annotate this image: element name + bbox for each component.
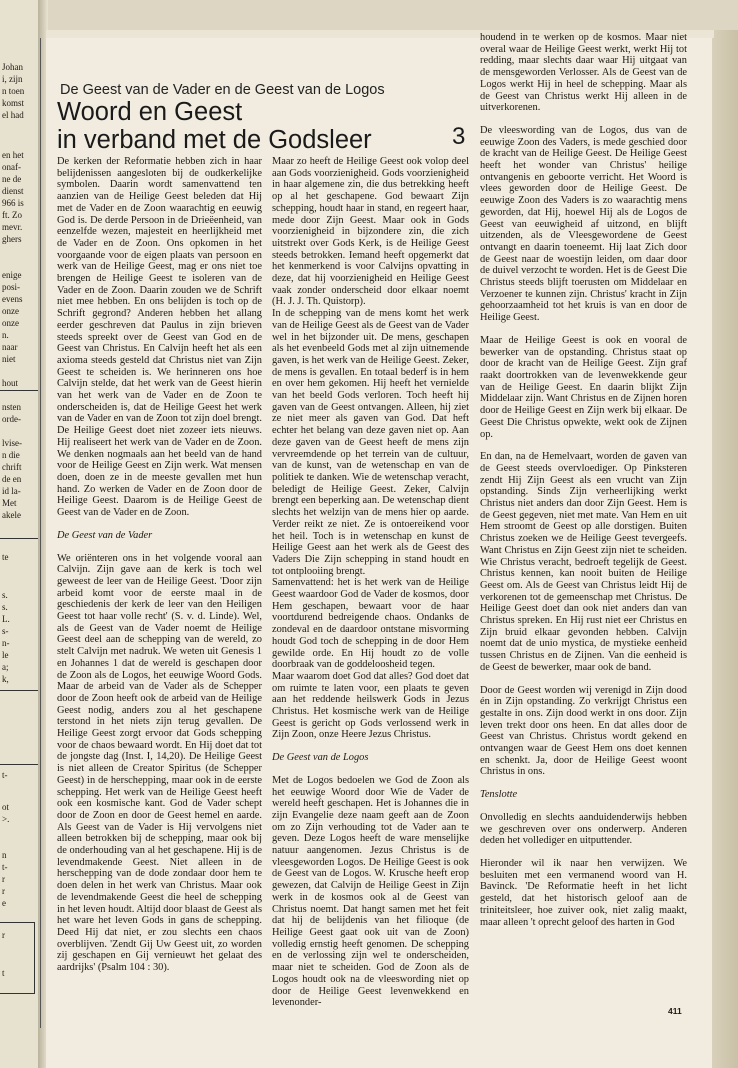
prev-page-box <box>0 922 35 994</box>
prev-page-fragment: ot <box>2 802 10 812</box>
prev-page-fragment: te <box>2 552 9 562</box>
column-divider <box>40 38 41 1028</box>
prev-page-fragment: onze <box>2 306 19 316</box>
prev-page-fragment: s. <box>2 602 8 612</box>
prev-page-fragment: r <box>2 930 5 940</box>
prev-page-fragment: t- <box>2 770 8 780</box>
prev-page-fragment: k, <box>2 674 9 684</box>
prev-page-fragment: t- <box>2 862 8 872</box>
prev-page-fragment: n. <box>2 330 9 340</box>
paragraph: Maar de Heilige Geest is ook en vooral de bewerker van de opstanding. Christus staat op door de kracht van de Heilige Geest. Zijn graf raakt doortrokken van de levenwekkende geur van de Heilige Geest. En daarin blijkt Zijn Middelaar zijn. Want Christus en de Zijnen horen door de Heilige Geest en Zijn werk bij elkaar. De Geest Die Christus opwekte, wekt ook de Zijnen op. <box>480 334 687 440</box>
prev-page-fragment: s- <box>2 626 9 636</box>
prev-page-fragment: dienst <box>2 186 24 196</box>
column-2 <box>272 156 469 1020</box>
prev-page-fragment: a; <box>2 662 9 672</box>
prev-page-fragment: s. <box>2 590 8 600</box>
paragraph: En dan, na de Hemelvaart, worden de gaven van de Geest steeds overvloediger. Op Pinksteren zendt Hij Zijn Geest als een vrucht van Zijn opstanding. Sinds Zijn verheerlijking werkt Christus niet anders dan door Zijn Geest. Hem is de Geest gegeven, niet met mate. Van Hem en uit Hem stroomt de Geest op alle dorstigen. Buiten Christus zoeken we de Heilige Geest tevergeefs. Want Christus en Zijn Geest zijn niet te scheiden. Wie Christus veracht, bedroeft tegelijk de Geest. Christus kennen, kan nooit buiten de Heilige Geest om. Als de Geest van Christus leidt Hij de verkorenen tot de gemeenschap met Christus. De Heilige Geest doet dan ook niet anders dan van Christus spreken. En Hij rust niet eer Christus en Zijn bruid elkaar gevonden hebben. Calvijn noemt dat de unio mystica, de mystieke eenheid tussen Christus en de Zijnen. Van die eenheid is de Geest de bewerker, maar ook de band. <box>480 451 687 673</box>
prev-page-fragment: n die <box>2 450 20 460</box>
prev-page-fragment: le <box>2 650 9 660</box>
section-heading-logos: De Geest van de Logos <box>272 752 369 764</box>
prev-page-fragment: n <box>2 850 7 860</box>
prev-page-fragment: ft. Zo <box>2 210 22 220</box>
paragraph: Maar zo heeft de Heilige Geest ook volop deel aan Gods voorzienigheid. Gods voorzienigheid in haar algemene zin, die dus betrekking heeft op al het geschapene. God bewaart Zijn schepping, houdt haar in stand, en regeert haar, mede door Zijn Geest. Maar ook in Gods voorzienigheid in bijzondere zin, die zich uitstrekt over Gods Kerk, is de Heilige Geest steeds betrokken. Iemand heeft opgemerkt dat het kenmerkend is voor Calvijns opvatting in deze, dat hij voorzienigheid en Heilige Geest vaak zonder onderscheid door elkaar noemt (H. J. J. Th. Quistorp). <box>272 156 469 308</box>
prev-page-fragment: i, zijn <box>2 74 23 84</box>
prev-page-rule <box>0 390 40 391</box>
section-heading-vader: De Geest van de Vader <box>57 529 153 541</box>
prev-page-fragment: hout <box>2 378 19 388</box>
prev-page-fragment: lvise- <box>2 438 22 448</box>
prev-page-fragment: chrift <box>2 462 22 472</box>
prev-page-rule <box>0 690 40 691</box>
part-number: 3 <box>452 123 466 150</box>
prev-page-fragment: en het <box>2 150 24 160</box>
prev-page-fragment: Met <box>2 498 17 508</box>
prev-page-fragment: ne de <box>2 174 22 184</box>
prev-page-fragment: mevr. <box>2 222 23 232</box>
prev-page-fragment: enige <box>2 270 22 280</box>
prev-page-fragment: de en <box>2 474 22 484</box>
paragraph: houdend in te werken op de kosmos. Maar niet overal waar de Heilige Geest werkt, werkt Hij tot redding, maar slechts daar waar Hij uitgaat van de mensgeworden Verlosser. Als de Geest van de Logos werkt Hij in heel de schepping. Maar als de Geest van Christus werkt Hij alleen in de uitverkorenen. <box>480 32 687 114</box>
prev-page-fragment: onaf- <box>2 162 21 172</box>
prev-page-fragment: id la- <box>2 486 21 496</box>
prev-page-rule <box>0 764 40 765</box>
title-line-2: in verband met de Godsleer <box>57 126 372 154</box>
prev-page-fragment: posi- <box>2 282 20 292</box>
article-kicker: De Geest van de Vader en de Geest van de Logos <box>60 82 385 98</box>
section-heading-tenslotte: Tenslotte <box>480 789 518 801</box>
prev-page-fragment: orde- <box>2 414 21 424</box>
prev-page-fragment: e <box>2 898 6 908</box>
paragraph: We oriënteren ons in het volgende vooral aan Calvijn. Zijn gave aan de kerk is toch wel geweest de leer van de Heilige Geest. 'Door zijn arbeid komt voor de eerste maal in de geschiedenis der kerk de leer van den Heiligen Geest tot haar volle recht' (S. v. d. Linde). Wel, als de Geest van de Vader noemt de Heilige Geest deel aan de schepping van de wereld, zo stelt Calvijn met nadruk. We weten uit Genesis 1 en Johannes 1 dat de wereld is geschapen door de Zoon als de Logos, het eeuwige Woord Gods. Maar de arbeid van de Vader als de Schepper door de Zoon heeft ook de arbeid van de Heilige Geest nodig, anders zou al het geschapene terstond in het niets zijn terug gevallen. De Heilige Geest zorgt ervoor dat Gods schepping voor de chaos bewaard wordt. En Hij doet dat tot de jongste dag (Inst. I, 14,20). De Heilige Geest is niet alleen de Creator Spiritus (de Schepper Geest) in de herschepping, maar ook in de eerste schepping. Het werk van de Heilige Geest heeft ook een kosmische kant. God de Vader schept door de Zoon en door de Geest hemel en aarde. Als Geest van de Vader is Hij vervolgens niet alleen betrokken bij de schepping, maar ook bij de onderhouding van al het geschapene. Hij is de levendmakende Geest. Niet alleen in de herschepping van de dode zondaar door hem te doen delen in het werk van Christus. Maar ook de levendmakende Geest die heel de schepping in het leven houdt. Altijd door blaast de Geest als het ware het leven Gods in gans de schepping. Deed Hij dat niet, er zou slechts een chaos overblijven. 'Zendt Gij Uw Geest uit, zo worden zij geschapen en Gij vernieuwt het gelaat des aardrijks' (Psalm 104 : 30). <box>57 552 262 974</box>
paragraph: De vleeswording van de Logos, dus van de eeuwige Zoon des Vaders, is mede geschied door de kracht van de Heilige Geest. De Heilige Geest heeft het wonder van Christus' heilige ontvangenis en geboorte verricht. Het Woord is vlees geworden door de Heilige Geest. De eeuwige Zoon des Vaders is zo waarachtig mens geworden, dat Hij, hoewel Hij als de Logos de Geest van eeuwigheid af uitzond, en blijft uitzenden, als de Vleesgewordene de Geest ontvangt en daarin toeneemt. Hij laat Zich door de Geest naar de woestijn leiden, om daar door de duivel verzocht te worden. Het is de Geest Die Christus steeds blijft toerusten om Middelaar en Verzoener te kunnen zijn. Christus' kracht in Zijn gehoorzaamheid tot het kruis is van en door de Heilige Geest. <box>480 124 687 324</box>
prev-page-fragment: r <box>2 886 5 896</box>
prev-page-fragment: ghers <box>2 234 22 244</box>
column-1 <box>57 156 262 985</box>
prev-page-fragment: t <box>2 968 5 978</box>
prev-page-fragment: nsten <box>2 402 21 412</box>
prev-page-fragment: komst <box>2 98 25 108</box>
prev-page-fragment: naar <box>2 342 18 352</box>
prev-page-fragment: 966 is <box>2 198 24 208</box>
prev-page-fragment: >. <box>2 814 10 824</box>
prev-page-fragment: onze <box>2 318 19 328</box>
prev-page-fragment: akele <box>2 510 21 520</box>
paragraph: Maar waarom doet God dat alles? God doet dat om ruimte te laten voor, een plaats te geven aan het reddende heilswerk Gods in Jezus Christus. Het kosmische werk van de Heilige Geest is gericht op Gods verlossend werk in Zijn Zoon, onze Heere Jezus Christus. <box>272 670 469 741</box>
page-number: 411 <box>668 1006 682 1016</box>
paragraph: De kerken der Reformatie hebben zich in haar belijdenissen aangesloten bij de oudkerkelijke symbolen. Daarin wordt samenvattend ten aanzien van de Heilige Geest beleden dat Hij met de Vader en de Zoon waarachtig en eeuwig God is. De derde Persoon in de Drieëenheid, van eenzelfde wezen, majesteit en heerlijkheid met de Vader en de Zoon. Ons opkomen in het voorgaande voor de eigen plaats van persoon en werk van de Heilige Geest, mag er ons niet toe brengen de Heilige Geest te isoleren van de Vader en de Zoon. Daarin zouden we de Schrift niet mee hebben. En ons belijden is toch op de Schrift gegrond? Anderen hebben het allang eerder geschreven dat Paulus in zijn brieven steeds spreekt over de Geest van God en de Geest van Christus. En Calvijn heeft het als een axioma steeds gesteld dat Christus niet van Zijn Geest te scheiden is. We herinneren ons hoe Calvijn stelde, dat het werk van de Geest hierin van het werk van de Vader en de Zoon te onderscheiden is, dat de Heilige Geest het werk van de Vader en van de Zoon tot zijn doel brengt. De Heilige Geest doet niet zozeer iets nieuws. Hij realiseert het werk van de Vader en de Zoon. We denken nogmaals aan het beeld van de hand voor de Heilige Geest en Zijn werk. Wat mensen doen, doen ze in de meeste gevallen met hun hand. Zo werken de Vader en de Zoon door de Heilige Geest. Daarom is de Heilige Geest de Geest van de Vader en de Zoon. <box>57 156 262 519</box>
paragraph: Hieronder wil ik naar hen verwijzen. We besluiten met een vermanend woord van H. Bavinck. 'De Reformatie heeft in het licht gesteld, dat het historisch geloof aan de triniteitsleer, hoe zuiver ook, niet zalig maakt, maar alleen 't oprecht geloof des harten in God <box>480 858 687 928</box>
title-line-1: Woord en Geest <box>57 98 243 126</box>
prev-page-rule <box>0 538 40 539</box>
prev-page-fragment: Johan <box>2 62 23 72</box>
prev-page-fragment: niet <box>2 354 16 364</box>
paragraph: Met de Logos bedoelen we God de Zoon als het eeuwige Woord door Wie de Vader de wereld heeft geschapen. Het is Johannes die in zijn Evangelie deze naam geeft aan de Zoon om zo Zijn verhouding tot de Vader aan te geven. Deze Logos heeft de ware menselijke natuur aangenomen. Jezus Christus is de vleesgeworden Logos. De Heilige Geest is ook de Geest van de Logos. W. Krusche heeft erop gewezen, dat Calvijn de Heilige Geest in Zijn werk in de kosmos ook al de Geest van Christus noemt. Dat hangt samen met het feit dat hij de belijdenis van het filioque (de Heilige Geest gaat ook uit van de Zoon) volledig ernstig heeft genomen. De schepping en de verlossing zijn wel te onderscheiden, maar niet te scheiden. God de Zoon als de Logos houdt ook na de vleeswording niet op door de Heilige Geest levenwekkend en levenonder- <box>272 774 469 1009</box>
paragraph: Onvolledig en slechts aanduidenderwijs hebben we geschreven over ons onderwerp. Anderen deden het vollediger en uitputtender. <box>480 811 687 847</box>
paragraph: Samenvattend: het is het werk van de Heilige Geest waardoor God de Vader de kosmos, door Hem geschapen, bewaart voor de haar voortdurend bedreigende chaos. Ondanks de zondeval en de daardoor ontstane misvorming houdt God toch de schepping in de door Hem gewilde orde. En Hij houdt zo de volle doorbraak van de goddeloosheid tegen. <box>272 577 469 671</box>
prev-page-fragment: L. <box>2 614 10 624</box>
paragraph: In de schepping van de mens komt het werk van de Heilige Geest als de Geest van de Vader wel in het bijzonder uit. De mens, geschapen als het evenbeeld Gods met al zijn uitnemende gaven, is het werk van de Heilige Geest. Zeker, de mens is gevallen. En totaal bederf is in hem en over hem gekomen. Hij heeft het vernielde van het beeld Gods verloren. Toch heeft hij gaven van de Geest ontvangen. Alleen, hij ziet ze niet meer als gaven van God. Dat heft echter het belang van deze gaven niet op. Aan deze gaven van de Geest heeft de mens zijn vervreemdende op het terrein van de cultuur, van de kunst, van de wetenschap en van de politiek te danken. Wie de wetenschap veracht, beledigt de Heilige Geest. Zeker, Calvijn brengt een beperking aan. De wetenschap dient slechts het welzijn van de mens hier op aarde. Verder reikt ze niet. Ze is ontoereikend voor het heil. Toch is in wetenschap en kunst de Heilige Geest aan het werk als de Geest des Vaders Die Zijn schepping in stand houdt en tot ontplooiing brengt. <box>272 308 469 577</box>
prev-page-fragment: evens <box>2 294 23 304</box>
column-3 <box>480 32 687 939</box>
prev-page-fragment: n- <box>2 638 10 648</box>
prev-page-fragment: n toen <box>2 86 25 96</box>
prev-page-fragment: el had <box>2 110 24 120</box>
prev-page-fragment: r <box>2 874 5 884</box>
article-title <box>57 98 372 154</box>
page-edge <box>712 30 738 1068</box>
paragraph: Door de Geest worden wij verenigd in Zijn dood én in Zijn opstanding. Zo verkrijgt Christus een gestalte in ons. Zijn dood werkt in ons door. Zijn leven trekt door ons heen. En dat alles door de Geest van Christus. Christus wordt gekend en ontvangen waar de Geest Hem ons doet kennen en schenkt. Ja, door de Heilige Geest woont Christus in ons. <box>480 684 687 778</box>
